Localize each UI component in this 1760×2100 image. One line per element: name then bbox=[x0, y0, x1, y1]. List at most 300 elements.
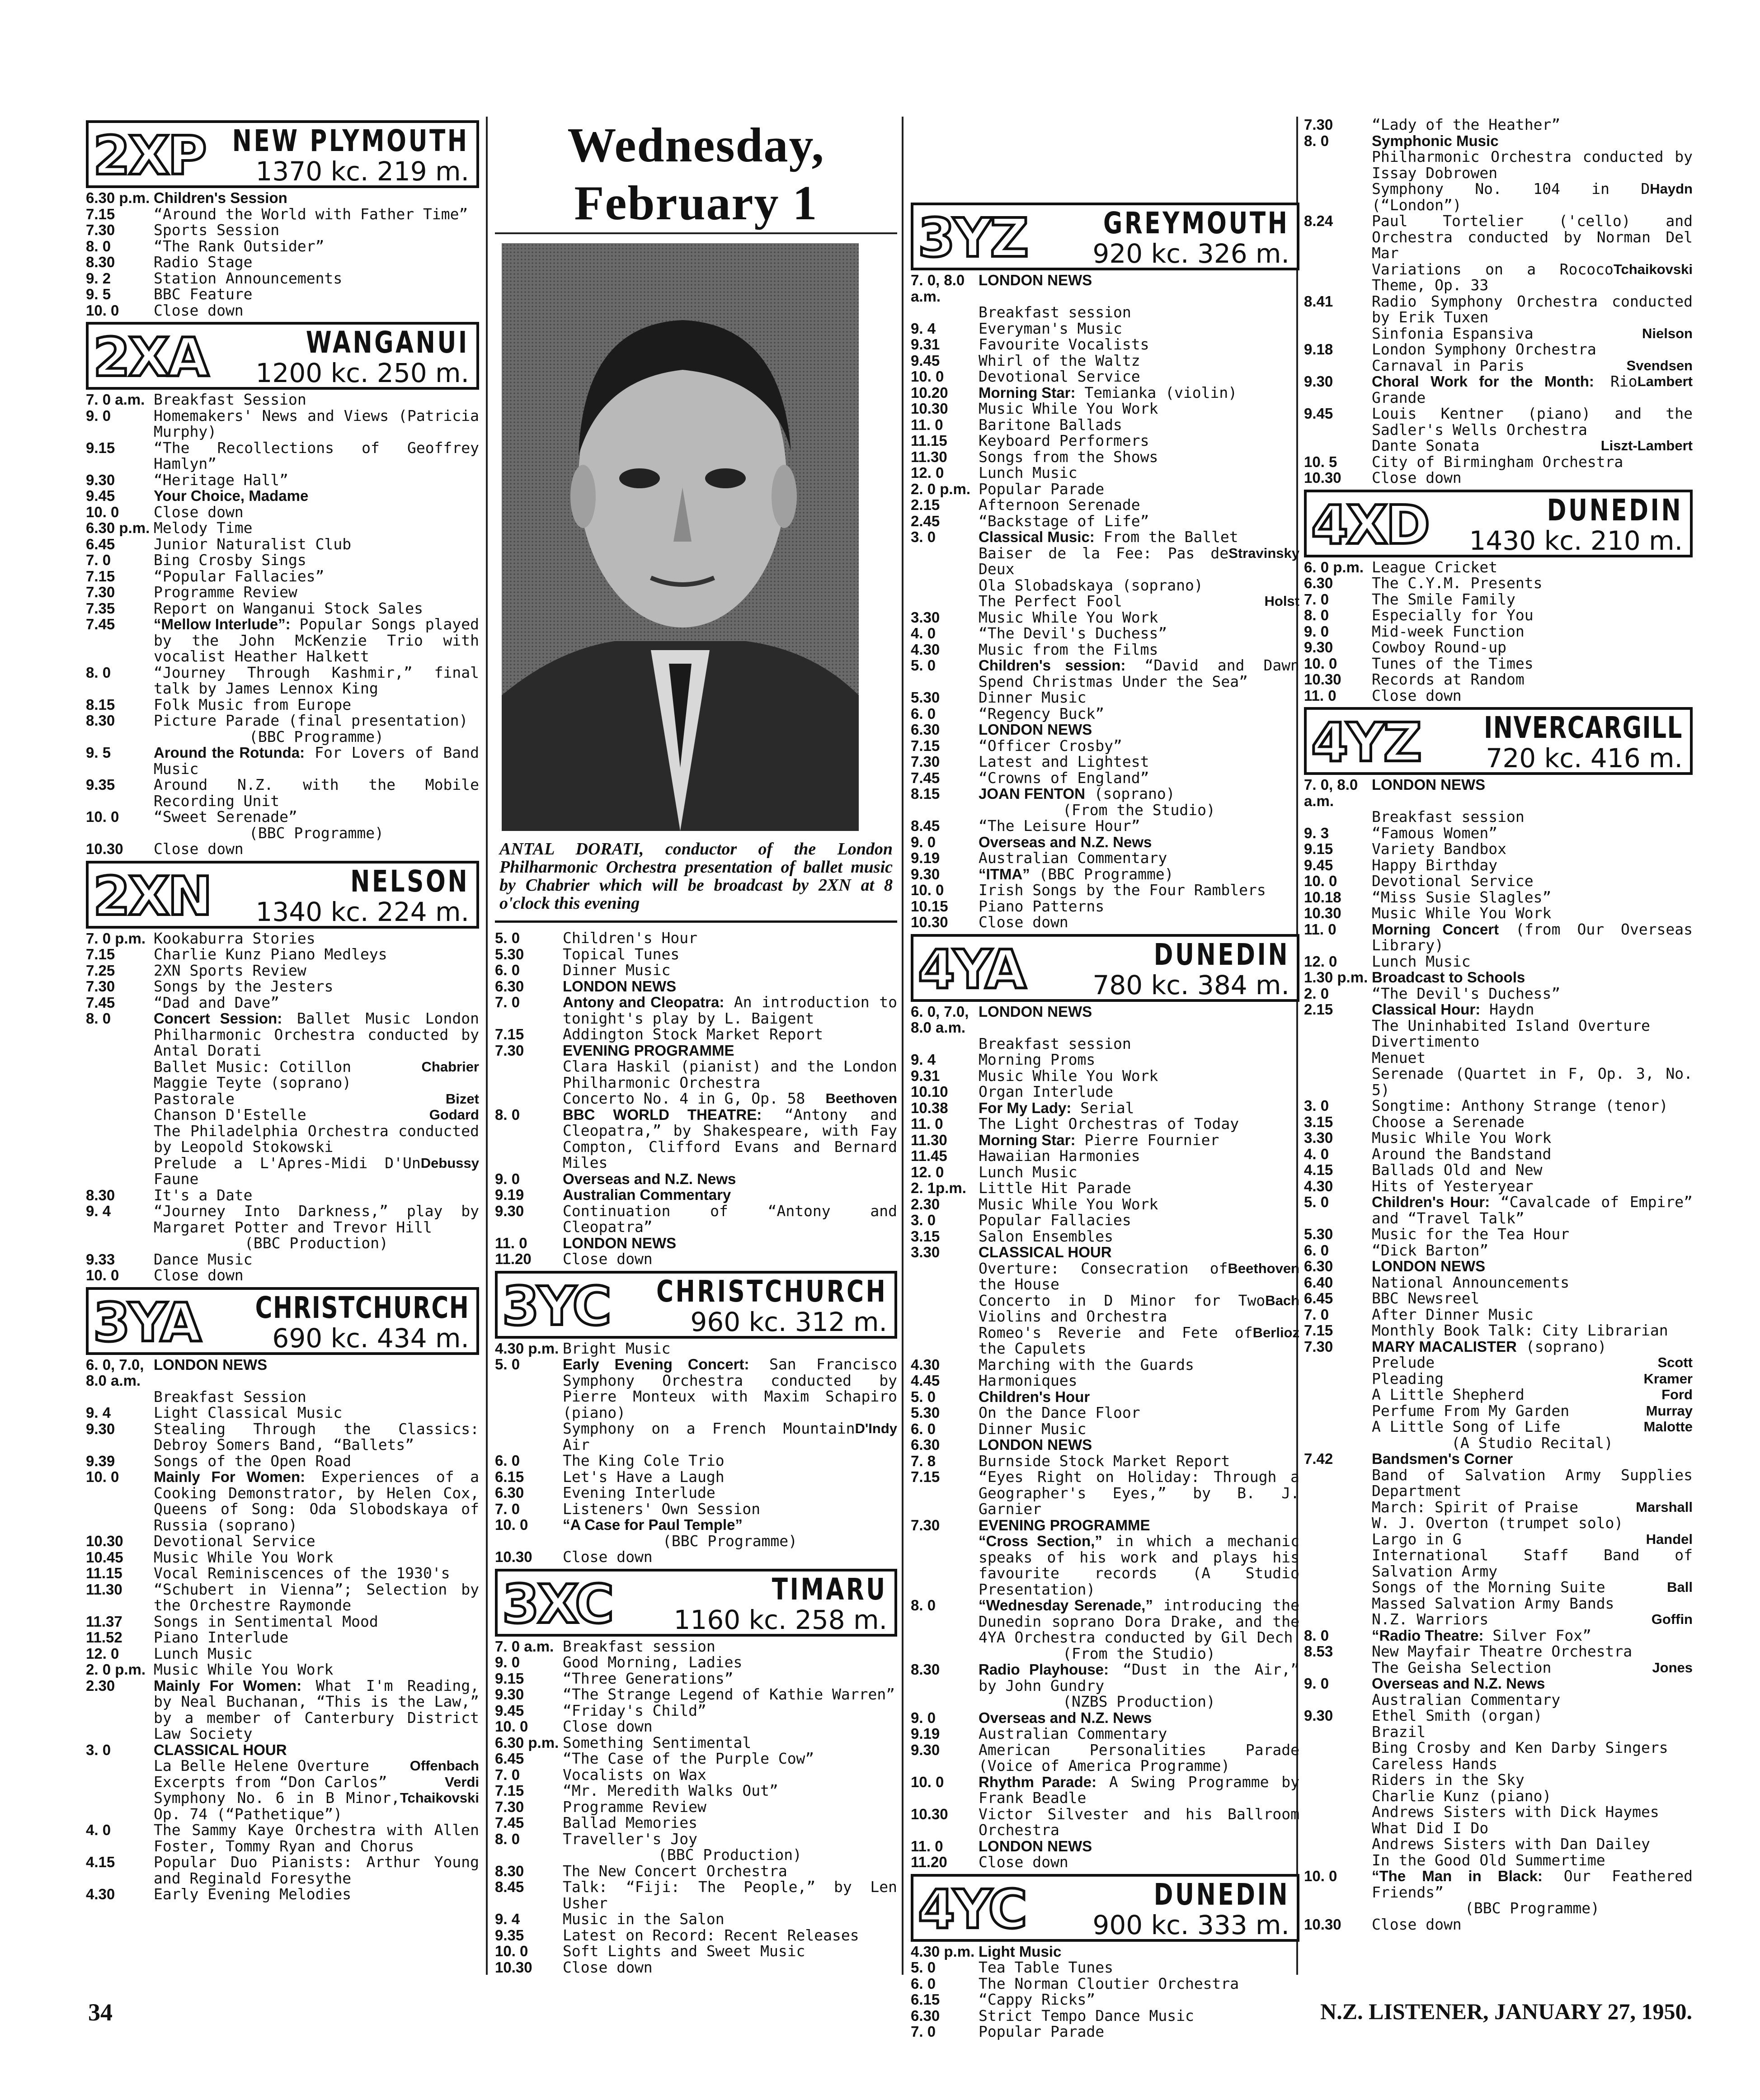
schedule-entry bbox=[1304, 1018, 1693, 1034]
entry-composer: Svendsen bbox=[1626, 357, 1693, 373]
entry-programme bbox=[563, 1831, 897, 1863]
entry-time: 4.30 bbox=[911, 1356, 940, 1373]
schedule-entry bbox=[911, 1068, 1299, 1084]
entry-programme bbox=[1372, 1868, 1693, 1916]
entry-detail: “The Rank Outsider” bbox=[154, 237, 325, 255]
schedule-entry bbox=[495, 1026, 897, 1043]
entry-time: 9.15 bbox=[86, 439, 115, 456]
entry-time: 6.30 bbox=[911, 1436, 940, 1453]
entry-detail: Silver Fox” bbox=[1492, 1626, 1591, 1644]
entry-programme bbox=[154, 1646, 479, 1662]
entry-detail: Lunch Music bbox=[1372, 952, 1471, 970]
schedule-entry bbox=[495, 1453, 897, 1469]
schedule-entry bbox=[86, 745, 479, 777]
entry-detail: Pastorale bbox=[154, 1090, 235, 1108]
entry-detail: W. J. Overton (trumpet solo) bbox=[1372, 1514, 1624, 1532]
entry-time bbox=[1304, 1692, 1372, 1708]
entry-time bbox=[911, 545, 979, 577]
entry-detail: A Little Shepherd bbox=[1372, 1386, 1525, 1403]
schedule-entry bbox=[86, 1421, 479, 1453]
entry-programme bbox=[1372, 358, 1693, 374]
entry-programme bbox=[154, 600, 479, 617]
entry-time: 9.35 bbox=[495, 1926, 524, 1944]
entry-detail: Songtime: Anthony Strange (tenor) bbox=[1372, 1097, 1668, 1114]
entry-programme bbox=[979, 2008, 1299, 2024]
entry-programme bbox=[1372, 1788, 1693, 1804]
schedule-entry bbox=[911, 738, 1299, 754]
schedule-entry bbox=[1304, 1660, 1693, 1676]
entry-detail: Mid-week Function bbox=[1372, 622, 1525, 640]
schedule-entry bbox=[911, 417, 1299, 433]
entry-programme bbox=[979, 545, 1299, 577]
entry-detail: Australian Commentary bbox=[979, 849, 1167, 867]
entry-title: Light Music bbox=[979, 1943, 1062, 1960]
schedule-entry bbox=[1304, 1467, 1693, 1499]
entry-detail: “Dick Barton” bbox=[1372, 1241, 1489, 1259]
entry-time bbox=[1304, 149, 1372, 181]
entry-detail: National Announcements bbox=[1372, 1273, 1570, 1291]
entry-time: 10. 0 bbox=[1304, 655, 1337, 672]
entry-time: 9. 3 bbox=[1304, 824, 1329, 841]
entry-programme bbox=[979, 1533, 1299, 1597]
schedule-entry bbox=[1304, 986, 1693, 1002]
entry-programme bbox=[979, 1132, 1299, 1148]
entry-detail: Junior Naturalist Club bbox=[154, 535, 352, 553]
entry-detail: Haydn bbox=[1489, 1000, 1534, 1018]
entry-time: 9. 0 bbox=[1304, 623, 1329, 640]
entry-programme bbox=[154, 1389, 479, 1405]
schedule-entry bbox=[1304, 358, 1693, 374]
station-city: DUNEDIN bbox=[1153, 937, 1289, 972]
entry-programme bbox=[979, 1597, 1299, 1661]
schedule-entry bbox=[1304, 688, 1693, 704]
entry-programme bbox=[1372, 1322, 1693, 1339]
entry-detail: “Lady of the Heather” bbox=[1372, 116, 1561, 133]
entry-time: 4.45 bbox=[911, 1372, 940, 1389]
entry-programme bbox=[154, 1203, 479, 1251]
entry-time: 10. 0 bbox=[495, 1943, 528, 1959]
entry-composer: Liszt-Lambert bbox=[1600, 438, 1693, 453]
entry-title: LONDON NEWS bbox=[154, 1356, 268, 1373]
entry-programme bbox=[154, 440, 479, 472]
entry-title: Australian Commentary bbox=[563, 1186, 731, 1203]
entry-programme bbox=[154, 270, 479, 287]
entry-detail: Andrews Sisters with Dan Dailey bbox=[1372, 1835, 1650, 1853]
schedule-entry bbox=[1304, 905, 1693, 921]
schedule-entry bbox=[911, 1517, 1299, 1534]
schedule-entry bbox=[1304, 857, 1693, 873]
entry-detail: “The Case of the Purple Cow” bbox=[563, 1750, 814, 1767]
entry-time bbox=[1304, 1499, 1372, 1515]
entry-time bbox=[1304, 1403, 1372, 1419]
entry-programme bbox=[979, 1421, 1299, 1437]
entry-programme bbox=[1372, 1274, 1693, 1291]
entry-detail: An introduction to tonight's play by L. Baigent bbox=[563, 993, 897, 1027]
entry-time: 11.52 bbox=[86, 1629, 122, 1646]
entry-programme bbox=[1372, 1098, 1693, 1114]
schedule-entry bbox=[1304, 559, 1693, 576]
schedule-entry bbox=[911, 1944, 1299, 1960]
entry-detail: N.Z. Warriors bbox=[1372, 1610, 1489, 1628]
entry-programme bbox=[1372, 1595, 1693, 1612]
schedule-entry bbox=[911, 1148, 1299, 1164]
schedule-entry bbox=[1304, 1290, 1693, 1307]
entry-programme bbox=[979, 818, 1299, 834]
entry-detail: Songs of the Open Road bbox=[154, 1452, 352, 1470]
entry-programme bbox=[979, 1742, 1299, 1774]
entry-programme bbox=[979, 1228, 1299, 1245]
schedule-entry bbox=[86, 713, 479, 745]
entry-detail: Breakfast session bbox=[979, 303, 1131, 321]
station-frequency: 1430 kc. 210 m. bbox=[1469, 525, 1683, 556]
entry-detail: Symphony No. 6 in B Minor, Op. 74 (“Pathetique”) bbox=[154, 1789, 400, 1823]
station-city: DUNEDIN bbox=[1153, 1877, 1289, 1912]
entry-time: 9.30 bbox=[1304, 639, 1333, 656]
entry-time bbox=[911, 1260, 979, 1293]
schedule-entry bbox=[495, 1517, 897, 1549]
entry-detail: Strict Tempo Dance Music bbox=[979, 2006, 1194, 2024]
station-frequency: 720 kc. 416 m. bbox=[1486, 743, 1683, 774]
entry-programme bbox=[563, 1187, 897, 1203]
entry-detail: Overture: Consecration of the House bbox=[979, 1259, 1228, 1293]
entry-time: 9. 4 bbox=[911, 1051, 936, 1068]
entry-time: 7.45 bbox=[911, 769, 940, 786]
entry-programme bbox=[563, 1058, 897, 1090]
entry-programme bbox=[979, 1838, 1299, 1855]
entry-time: 6.15 bbox=[911, 1991, 940, 2008]
entry-detail: Soft Lights and Sweet Music bbox=[563, 1942, 805, 1960]
schedule-entry bbox=[86, 1678, 479, 1742]
entry-programme bbox=[1372, 1756, 1693, 1772]
schedule-entry bbox=[1304, 1643, 1693, 1660]
schedule-entry bbox=[86, 1059, 479, 1075]
schedule-entry bbox=[86, 1646, 479, 1662]
entry-title: LONDON NEWS bbox=[979, 1003, 1092, 1020]
entry-programme bbox=[1372, 1451, 1693, 1467]
schedule-entry bbox=[1304, 149, 1693, 181]
schedule-entry bbox=[86, 190, 479, 206]
entry-time: 2. 0 p.m. bbox=[86, 1661, 146, 1678]
entry-programme bbox=[563, 1863, 897, 1879]
entry-detail: Bing Crosby and Ken Darby Singers bbox=[1372, 1739, 1668, 1756]
schedule-2xp bbox=[86, 190, 479, 318]
entry-time: 11.30 bbox=[911, 1131, 947, 1148]
entry-programme bbox=[1372, 809, 1693, 825]
entry-programme bbox=[1372, 1066, 1693, 1098]
entry-programme bbox=[1372, 1916, 1693, 1933]
station-call-sign: 3XC bbox=[502, 1572, 612, 1635]
entry-programme bbox=[979, 850, 1299, 866]
schedule-entry bbox=[1304, 1307, 1693, 1323]
entry-detail: The Norman Cloutier Orchestra bbox=[979, 1974, 1239, 1992]
entry-programme bbox=[154, 616, 479, 665]
entry-detail: Pleading bbox=[1372, 1369, 1444, 1387]
entry-programme bbox=[979, 1180, 1299, 1196]
schedule-3yc bbox=[495, 1340, 897, 1565]
schedule-entry bbox=[1304, 1242, 1693, 1259]
schedule-entry bbox=[1304, 1724, 1693, 1740]
entry-detail: Largo in G bbox=[1372, 1530, 1462, 1548]
entry-time: 10.38 bbox=[911, 1099, 948, 1116]
entry-programme bbox=[154, 1091, 479, 1107]
entry-detail: American Personalities Parade (Voice of America Programme) bbox=[979, 1741, 1299, 1774]
entry-detail: Excerpts from “Don Carlos” bbox=[154, 1773, 387, 1791]
schedule-entry bbox=[1304, 133, 1693, 149]
entry-programme bbox=[1372, 1740, 1693, 1756]
entry-detail: BBC Feature bbox=[154, 285, 253, 303]
entry-title: Overseas and N.Z. News bbox=[979, 833, 1152, 850]
schedule-entry bbox=[911, 272, 1299, 304]
schedule-entry bbox=[911, 1132, 1299, 1148]
station-frequency: 920 kc. 326 m. bbox=[1092, 238, 1289, 269]
schedule-entry bbox=[495, 1815, 897, 1831]
entry-detail: “Friday's Child” bbox=[563, 1701, 706, 1719]
entry-composer: Godard bbox=[429, 1107, 479, 1123]
schedule-entry bbox=[911, 834, 1299, 850]
entry-detail: The Geisha Selection bbox=[1372, 1658, 1552, 1676]
entry-composer: Berlioz bbox=[1252, 1324, 1299, 1340]
entry-detail: Music While You Work bbox=[979, 608, 1158, 626]
entry-time: 9.18 bbox=[1304, 341, 1333, 358]
entry-time: 6. 0, 7.0, 8.0 a.m. bbox=[86, 1356, 144, 1389]
entry-time: 7.30 bbox=[86, 978, 115, 995]
entry-time: 4.30 p.m. bbox=[495, 1340, 559, 1357]
entry-time bbox=[1304, 1756, 1372, 1772]
entry-detail: Songs by the Jesters bbox=[154, 977, 334, 995]
entry-time: 10. 0 bbox=[495, 1516, 528, 1533]
entry-programme bbox=[979, 722, 1299, 738]
entry-detail: Close down bbox=[563, 1548, 653, 1566]
entry-time: 5.30 bbox=[495, 945, 524, 963]
schedule-entry bbox=[86, 302, 479, 319]
entry-time: 11.30 bbox=[911, 448, 947, 465]
schedule-entry bbox=[1304, 1033, 1693, 1050]
entry-detail: What Did I Do bbox=[1372, 1819, 1489, 1837]
schedule-entry bbox=[495, 1751, 897, 1767]
entry-programme bbox=[154, 536, 479, 552]
entry-title: “Cross Section,” bbox=[979, 1533, 1102, 1549]
entry-programme bbox=[1372, 591, 1693, 608]
entry-programme bbox=[1372, 1194, 1693, 1226]
entry-time bbox=[911, 593, 979, 609]
entry-detail: Popular Songs played by the John McKenzie Trio with vocalist Heather Halkett bbox=[154, 615, 479, 665]
entry-detail: “Antony and Cleopatra,” by Shakespeare, with Fay Compton, Clifford Evans and Bernard Miles bbox=[563, 1105, 898, 1171]
entry-time: 8.41 bbox=[1304, 293, 1333, 310]
entry-time: 10. 0 bbox=[1304, 1868, 1337, 1884]
entry-detail: “Journey Into Darkness,” play by Margaret Potter and Trevor Hill bbox=[154, 1202, 479, 1236]
entry-detail: Piano Patterns bbox=[979, 897, 1105, 915]
entry-time: 3.30 bbox=[1304, 1129, 1333, 1146]
entry-detail: Marching with the Guards bbox=[979, 1355, 1194, 1373]
schedule-entry bbox=[495, 1251, 897, 1267]
entry-detail: Burnside Stock Market Report bbox=[979, 1452, 1230, 1470]
schedule-2xa bbox=[86, 392, 479, 857]
entry-programme bbox=[563, 1654, 897, 1671]
entry-detail: Especially for You bbox=[1372, 606, 1534, 624]
schedule-3yz bbox=[911, 272, 1299, 930]
entry-detail: Cowboy Round-up bbox=[1372, 638, 1507, 656]
entry-detail: Pierre Fournier bbox=[1084, 1131, 1219, 1149]
entry-programme bbox=[979, 481, 1299, 497]
schedule-entry bbox=[1304, 1451, 1693, 1467]
schedule-entry bbox=[86, 697, 479, 713]
entry-credit: (BBC Programme) bbox=[249, 824, 384, 842]
entry-time bbox=[86, 1155, 154, 1187]
schedule-entry bbox=[86, 1549, 479, 1566]
entry-time: 7.30 bbox=[86, 584, 115, 600]
entry-time bbox=[1304, 1371, 1372, 1387]
entry-programme bbox=[563, 946, 897, 963]
schedule-entry bbox=[1304, 1772, 1693, 1788]
entry-time: 5. 0 bbox=[911, 657, 936, 674]
entry-programme bbox=[979, 770, 1299, 786]
entry-programme bbox=[1372, 470, 1693, 486]
entry-time: 4. 0 bbox=[86, 1822, 111, 1838]
schedule-entry bbox=[1304, 1403, 1693, 1419]
station-frequency: 690 kc. 434 m. bbox=[272, 1322, 469, 1354]
entry-detail: Lunch Music bbox=[154, 1644, 253, 1662]
entry-detail: Devotional Service bbox=[1372, 872, 1534, 890]
entry-composer: Bach bbox=[1265, 1292, 1299, 1308]
entry-programme bbox=[1372, 688, 1693, 704]
entry-programme bbox=[979, 754, 1299, 770]
entry-programme bbox=[979, 738, 1299, 754]
entry-programme bbox=[979, 417, 1299, 433]
entry-programme bbox=[1372, 1708, 1693, 1724]
schedule-4xd bbox=[1304, 559, 1693, 704]
entry-time bbox=[1304, 1836, 1372, 1852]
entry-time: 6.30 p.m. bbox=[495, 1734, 559, 1751]
entry-title: CLASSICAL HOUR bbox=[154, 1741, 287, 1758]
schedule-entry bbox=[495, 1703, 897, 1719]
entry-detail: Ballad Memories bbox=[563, 1814, 698, 1831]
entry-programme bbox=[979, 1774, 1299, 1806]
schedule-4yc bbox=[911, 1944, 1299, 2040]
schedule-entry bbox=[911, 1774, 1299, 1806]
entry-programme bbox=[979, 1437, 1299, 1453]
schedule-entry bbox=[495, 1549, 897, 1565]
entry-detail: Dante Sonata bbox=[1372, 437, 1480, 454]
entry-detail: Charlie Kunz Piano Medleys bbox=[154, 945, 387, 963]
schedule-entry bbox=[911, 1437, 1299, 1453]
schedule-entry bbox=[1304, 470, 1693, 486]
entry-programme bbox=[154, 408, 479, 440]
entry-programme bbox=[1372, 1001, 1693, 1018]
entry-detail: Maggie Teyte (soprano) bbox=[154, 1074, 352, 1091]
entry-programme bbox=[154, 1059, 479, 1075]
schedule-entry bbox=[1304, 1194, 1693, 1226]
entry-time: 9.31 bbox=[911, 1067, 940, 1084]
entry-detail: Breakfast session bbox=[563, 1637, 715, 1655]
entry-time: 9.19 bbox=[911, 1725, 940, 1742]
entry-time: 10.30 bbox=[495, 1548, 532, 1565]
entry-detail: Devotional Service bbox=[154, 1532, 315, 1550]
schedule-4yc-continued bbox=[1304, 117, 1693, 486]
entry-programme bbox=[979, 1854, 1299, 1870]
entry-programme bbox=[563, 1340, 897, 1357]
entry-title: “The Man in Black: bbox=[1372, 1868, 1543, 1884]
entry-programme bbox=[979, 1959, 1299, 1976]
entry-detail: Close down bbox=[154, 1266, 244, 1284]
schedule-entry bbox=[86, 809, 479, 841]
entry-time: 8.24 bbox=[1304, 212, 1333, 229]
entry-programme bbox=[563, 1501, 897, 1517]
entry-programme bbox=[563, 994, 897, 1026]
entry-title: Children's Hour bbox=[979, 1388, 1090, 1405]
entry-detail: Early Evening Melodies bbox=[154, 1885, 352, 1903]
entry-detail: Dinner Music bbox=[979, 689, 1087, 706]
entry-title: Mainly For Women: bbox=[154, 1468, 306, 1485]
schedule-entry bbox=[911, 625, 1299, 642]
schedule-entry bbox=[1304, 1628, 1693, 1644]
entry-detail: Homemakers' News and Views (Patricia Murphy) bbox=[154, 406, 479, 440]
schedule-entry bbox=[911, 593, 1299, 609]
entry-composer: Verdi bbox=[445, 1774, 479, 1790]
entry-detail: Philharmonic Orchestra conducted by Issay Dobrowen bbox=[1372, 148, 1693, 182]
entry-programme bbox=[154, 238, 479, 255]
entry-time: 6.30 bbox=[495, 977, 524, 995]
station-block-4xd bbox=[1304, 490, 1693, 557]
entry-time: 11. 0 bbox=[1304, 687, 1336, 704]
entry-time: 7. 0 bbox=[495, 1766, 520, 1783]
entry-detail: Ballet Music: Cotillon bbox=[154, 1057, 352, 1076]
entry-time: 7.25 bbox=[86, 962, 115, 979]
entry-title: Overseas and N.Z. News bbox=[563, 1170, 736, 1187]
entry-time bbox=[86, 1790, 154, 1822]
entry-time: 7. 0 bbox=[911, 2023, 936, 2040]
entry-programme bbox=[1372, 1547, 1693, 1579]
entry-time: 9.30 bbox=[86, 1420, 115, 1437]
entry-time: 3.30 bbox=[911, 1244, 940, 1260]
schedule-entry bbox=[911, 1726, 1299, 1742]
entry-detail: It's a Date bbox=[154, 1186, 253, 1204]
entry-detail: Tunes of the Times bbox=[1372, 654, 1534, 672]
schedule-entry bbox=[495, 962, 897, 978]
entry-programme bbox=[563, 1171, 897, 1187]
entry-programme bbox=[154, 1886, 479, 1902]
entry-composer: Holst bbox=[1264, 593, 1299, 609]
entry-programme bbox=[1372, 639, 1693, 656]
entry-programme bbox=[1372, 986, 1693, 1002]
entry-programme bbox=[1372, 953, 1693, 970]
entry-time: 11. 0 bbox=[495, 1234, 527, 1251]
entry-time: 9. 5 bbox=[86, 286, 111, 302]
entry-composer: Chabrier bbox=[421, 1058, 479, 1075]
entry-time: 11.20 bbox=[911, 1854, 947, 1870]
entry-time bbox=[1304, 1852, 1372, 1869]
schedule-entry bbox=[86, 1010, 479, 1059]
schedule-entry bbox=[911, 689, 1299, 706]
schedule-entry bbox=[86, 995, 479, 1011]
entry-programme bbox=[979, 1517, 1299, 1534]
entry-programme bbox=[154, 552, 479, 568]
entry-detail: San Francisco Symphony Orchestra conducted by Pierre Monteux with Maxim Schapiro (piano) bbox=[563, 1355, 897, 1421]
schedule-entry bbox=[86, 1758, 479, 1774]
entry-title: Classical Hour: bbox=[1372, 1001, 1481, 1018]
entry-programme bbox=[979, 401, 1299, 417]
entry-detail: Prelude bbox=[1372, 1354, 1435, 1371]
entry-programme bbox=[979, 304, 1299, 321]
schedule-entry bbox=[911, 1389, 1299, 1405]
page-heading: Wednesday, February 1 bbox=[495, 117, 897, 234]
column-4 bbox=[1304, 117, 1693, 1988]
entry-time: 9. 4 bbox=[911, 320, 936, 337]
station-block-2xp bbox=[86, 120, 479, 188]
schedule-entry bbox=[1304, 454, 1693, 470]
entry-programme bbox=[154, 1661, 479, 1678]
entry-detail: “Mr. Meredith Walks Out” bbox=[563, 1782, 778, 1799]
entry-programme bbox=[563, 1356, 897, 1420]
